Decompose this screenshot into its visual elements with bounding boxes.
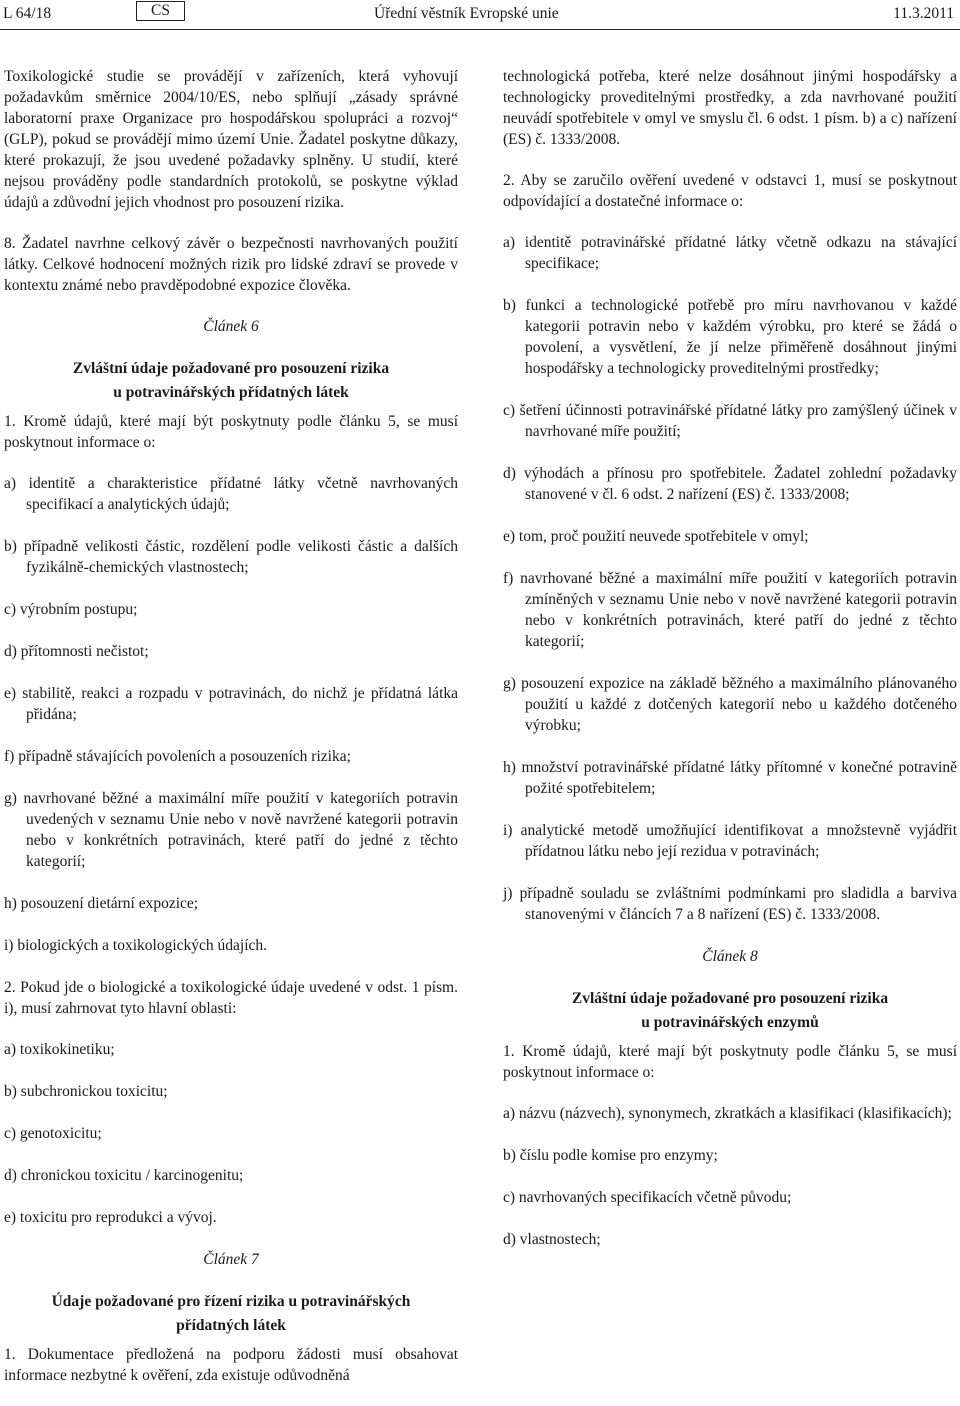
article-6-paragraph-1: 1. Kromě údajů, které mají být poskytnuty podle článku 5, se musí poskytnout informace o: [4, 413, 458, 451]
list-item: c) šetření účinnosti potravinářské přídatné látky pro zamýšlený účinek v navrhované míře použití; [503, 402, 957, 440]
paragraph-continued: technologická potřeba, které nelze dosáhnout jinými hospodářsky a technologicky proveditelnými prostředky, a zda navrhované použití neuvádí spotřebitele v omyl ve smyslu čl. 6 odst. 1 písm. b) a c) nařízení (ES) č. 1333/2008. [503, 68, 957, 148]
journal-title: Úřední věstník Evropské unie [374, 5, 559, 22]
right-column [503, 66, 957, 1271]
list-item: i) analytické metodě umožňující identifikovat a množstevně vyjádřit přídatnou látku nebo její rezidua v potravinách; [503, 822, 957, 860]
list-item: f) případně stávajících povoleních a posouzeních rizika; [4, 748, 351, 765]
list-item: i) biologických a toxikologických údajích. [4, 937, 268, 954]
list-item: e) toxicitu pro reprodukci a vývoj. [4, 1209, 217, 1226]
article-8-label: Článek 8 [702, 948, 758, 965]
list-item: d) chronickou toxicitu / karcinogenitu; [4, 1167, 244, 1184]
list-item: c) genotoxicitu; [4, 1125, 102, 1142]
list-item: b) subchronickou toxicitu; [4, 1083, 168, 1100]
issue-date: 11.3.2011 [893, 5, 954, 22]
list-item: b) číslu podle komise pro enzymy; [503, 1147, 718, 1164]
language-badge: CS [136, 1, 185, 21]
list-item: a) identitě potravinářské přídatné látky včetně odkazu na stávající specifikace; [503, 234, 957, 272]
list-item: h) množství potravinářské přídatné látky přítomné v konečné potravině požité spotřebitelem; [503, 759, 957, 797]
article-7-paragraph-1: 1. Dokumentace předložená na podporu žádosti musí obsahovat informace nezbytné k ověření, zda existuje odůvodněná [4, 1346, 458, 1384]
list-item: g) posouzení expozice na základě běžného a maximálního plánovaného použití u každé z dotčených kategorií nebo u každého dotčeného výrobku; [503, 675, 957, 734]
article-6-title: Zvláštní údaje požadované pro posouzení rizika [72, 360, 390, 377]
list-item: j) případně souladu se zvláštními podmínkami pro sladidla a barviva stanovenými v článcích 7 a 8 nařízení (ES) č. 1333/2008. [503, 885, 957, 923]
list-item: g) navrhované běžné a maximální míře použití v kategoriích potravin uvedených v seznamu Unie nebo v nově navržené kategorii potravin nebo v konkrétních potravinách, které patří do jedné z těchto kategorií; [4, 790, 458, 870]
list-item: a) toxikokinetiku; [4, 1041, 115, 1058]
list-item: c) navrhovaných specifikacích včetně původu; [503, 1189, 792, 1206]
list-item: f) navrhované běžné a maximální míře použití v kategoriích potravin zmíněných v seznamu Unie nebo v nově navržené kategorii potravin nebo v konkrétních potravinách, které patří do jedné z těchto kategorií; [503, 570, 957, 650]
article-8-title-line2: u potravinářských enzymů [641, 1014, 819, 1031]
list-item: a) identitě a charakteristice přídatné látky včetně navrhovaných specifikací a analytických údajů; [4, 475, 458, 513]
list-item: h) posouzení dietární expozice; [4, 895, 199, 912]
list-item: e) tom, proč použití neuvede spotřebitele v omyl; [503, 528, 809, 545]
list-item: d) vlastnostech; [503, 1231, 601, 1248]
list-item: e) stabilitě, reakci a rozpadu v potravinách, do nichž je přídatná látka přidána; [4, 685, 458, 723]
article-6-label: Článek 6 [203, 318, 259, 335]
paragraph-2: 2. Aby se zaručilo ověření uvedené v odstavci 1, musí se poskytnout odpovídající a dostatečné informace o: [503, 172, 957, 210]
page-header [0, 0, 960, 30]
page-number: L 64/18 [3, 5, 52, 22]
list-item: a) názvu (názvech), synonymech, zkratkách a klasifikaci (klasifikacích); [503, 1105, 952, 1122]
article-7-title: Údaje požadované pro řízení rizika u potravinářských [51, 1293, 411, 1310]
list-item: d) přítomnosti nečistot; [4, 643, 149, 660]
article-6-title-line2: u potravinářských přídatných látek [113, 384, 349, 401]
list-item: d) výhodách a přínosu pro spotřebitele. Žadatel zohlední požadavky stanovené v čl. 6 odst. 2 nařízení (ES) č. 1333/2008; [503, 465, 957, 503]
article-7-label: Článek 7 [203, 1251, 259, 1268]
list-item: b) funkci a technologické potřebě pro míru navrhovanou v každé kategorii potravin nebo v každém výrobku, pro které se žádá o povolení, a vysvětlení, že jí nelze přiměřeně dosáhnout jinými hospodářsky a technologicky proveditelnými prostředky; [503, 297, 957, 377]
list-item: c) výrobním postupu; [4, 601, 138, 618]
article-6-paragraph-2: 2. Pokud jde o biologické a toxikologické údaje uvedené v odst. 1 písm. i), musí zahrnovat tyto hlavní oblasti: [4, 979, 458, 1017]
paragraph-8: 8. Žadatel navrhne celkový závěr o bezpečnosti navrhovaných použití látky. Celkové hodnocení možných rizik pro lidské zdraví se provede v kontextu známé nebo pravděpodobné expozice člověka. [4, 235, 458, 294]
paragraph: Toxikologické studie se provádějí v zařízeních, která vyhovují požadavkům směrnice 2004/10/ES, nebo splňují „zásady správné laboratorní praxe Organizace pro hospodářskou spolupráci a rozvoj“ (GLP), pokud se provádějí mimo území Unie. Žadatel poskytne důkazy, které prokazují, že jsou uvedené požadavky splněny. U studií, které nejsou prováděny podle standardních protokolů, se poskytne výklad údajů a zdůvodní jejich vhodnost pro posouzení rizika. [4, 68, 458, 211]
article-7-title-line2: přídatných látek [176, 1317, 286, 1334]
article-8-paragraph-1: 1. Kromě údajů, které mají být poskytnuty podle článku 5, se musí poskytnout informace o: [503, 1043, 957, 1081]
article-8-title: Zvláštní údaje požadované pro posouzení rizika [571, 990, 889, 1007]
left-column [4, 66, 458, 1406]
header-rule [0, 29, 960, 30]
list-item: b) případně velikosti částic, rozdělení podle velikosti částic a dalších fyzikálně-chemických vlastnostech; [4, 538, 458, 576]
